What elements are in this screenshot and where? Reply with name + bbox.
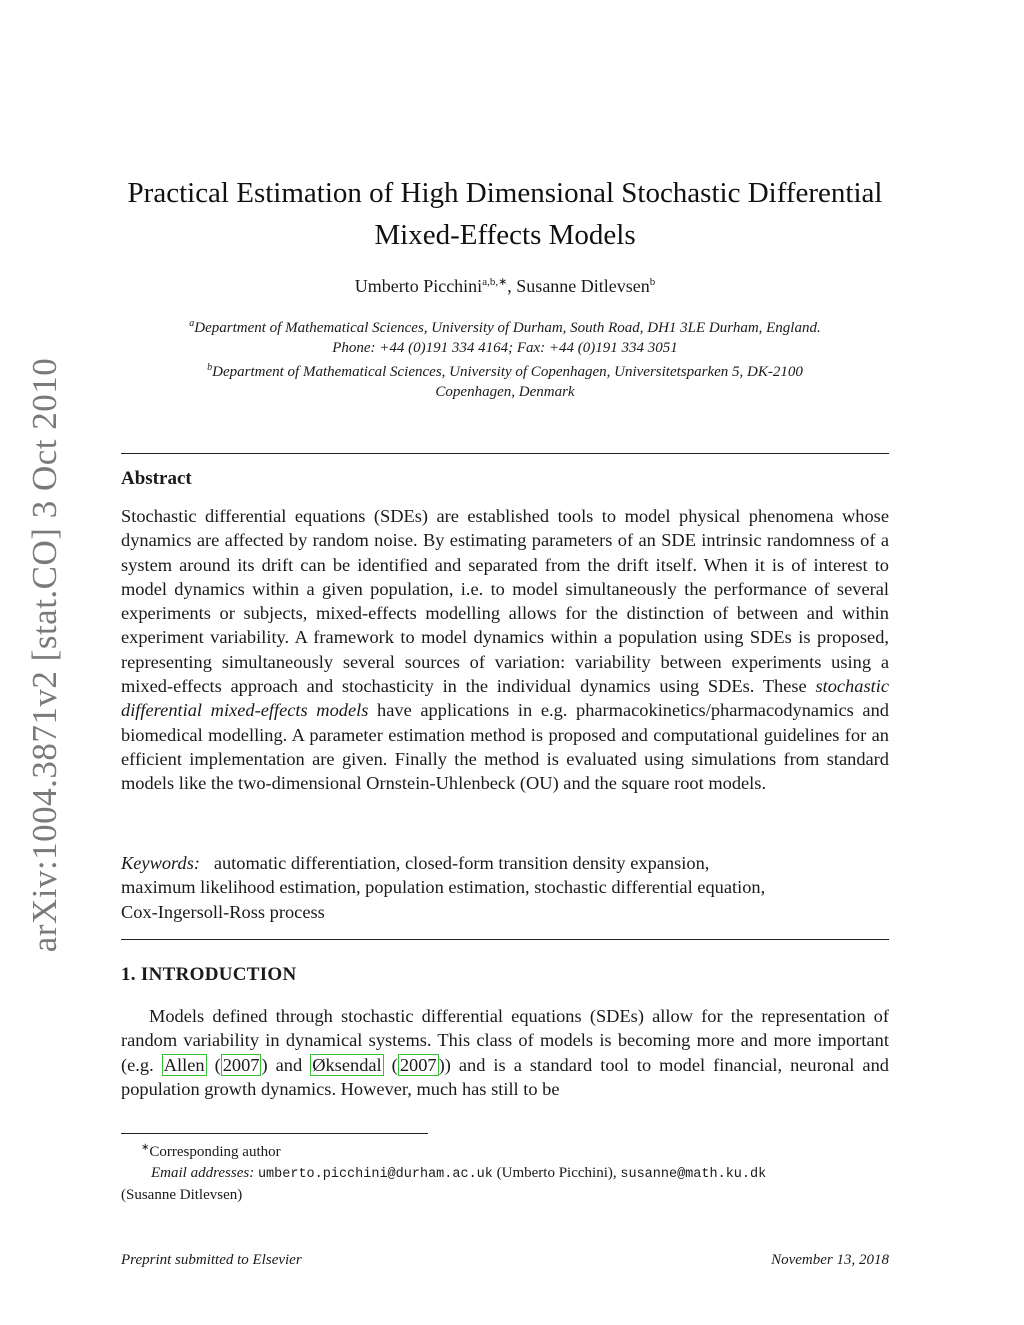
author-2: Susanne Ditlevsen xyxy=(516,276,650,296)
paper-title xyxy=(120,172,890,256)
affiliation-a-line-2: Phone: +44 (0)191 334 4164; Fax: +44 (0)191 334 3051 xyxy=(332,340,678,356)
affiliation-a-mark: a xyxy=(189,318,195,329)
footnote-rule xyxy=(121,1133,428,1134)
author-1-marks: a,b,∗ xyxy=(482,276,508,288)
author-separator: , xyxy=(507,276,517,296)
affiliation-b-line-2: Copenhagen, Denmark xyxy=(435,384,575,400)
arxiv-sidebar xyxy=(20,357,70,953)
author-2-marks: b xyxy=(649,276,656,288)
keywords-line-2: maximum likelihood estimation, population estimation, stochastic differential equation, xyxy=(121,877,766,898)
abstract-text: Stochastic differential equations (SDEs) are established tools to model physical phenomena whose dynamics are affected by random noise. By estimating parameters of an SDE intrinsic randomness of a system around its drift can be identified and separated from the drift itself. When it is of interest to model dynamics within a given population, i.e. to model simultaneously the performance of several experiments or subjects, mixed-effects modelling allows for the distinction of between and within experiment variability. A framework to model dynamics within a population using SDEs is proposed, representing simultaneously several sources of variation: variability between experiments using a mixed-effects approach and stochasticity in the individual dynamics using SDEs. These stochastic differential mixed-effects models have applications in e.g. pharmacokinetics/pharmacodynamics and biomedical modelling. A parameter estimation method is proposed and computational guidelines for an efficient implementation are given. Finally the method is evaluated using simulations from standard models like the two-dimensional Ornstein-Uhlenbeck (OU) and the square root models. xyxy=(121,506,889,794)
email-label: Email addresses: xyxy=(151,1165,255,1181)
footnote-name-2: (Susanne Ditlevsen) xyxy=(121,1187,243,1203)
author-list xyxy=(120,275,890,297)
author-1: Umberto Picchini xyxy=(354,276,483,296)
abstract-emphasis: stochastic differential mixed-effects models xyxy=(121,676,889,721)
affiliation-a-line-1: $^a$Department of Mathematical Sciences, University of Durham, South Road, DH1 3LE Durham, England. xyxy=(189,318,821,336)
footnote-corresponding: ∗Corresponding author xyxy=(141,1142,281,1160)
citation-link-allen-year[interactable]: 2007 xyxy=(222,1054,260,1075)
arxiv-identifier: arXiv:1004.3871v2 [stat.CO] 3 Oct 2010 xyxy=(25,357,65,953)
introduction-text: Models defined through stochastic differential equations (SDEs) allow for the representation of random variability in dynamical systems. This class of models is becoming more and more important (e.g. Allen ( 2007 ) and Øksendal ( 2007 )) and is a standard tool to model financial, neuronal and population growth dynamics. However, much has still to be xyxy=(121,1006,889,1099)
keywords-line-3: Cox-Ingersoll-Ross process xyxy=(121,901,325,922)
keywords-label: Keywords: xyxy=(121,853,201,873)
abstract-bottom-rule xyxy=(121,939,889,940)
title-line-2: Mixed-Effects Models xyxy=(374,219,636,251)
citation-link-oksendal[interactable]: Øksendal xyxy=(312,1054,382,1075)
affiliations xyxy=(120,314,890,402)
abstract-heading: Abstract xyxy=(121,468,192,489)
footnote-emails: Email addresses: umberto.picchini@durham.ac.uk (Umberto Picchini), susanne@math.ku.dk xyxy=(151,1165,767,1182)
footnote xyxy=(121,1137,889,1206)
footer-preprint-note: Preprint submitted to Elsevier xyxy=(121,1252,302,1268)
footer-date: November 13, 2018 xyxy=(771,1252,889,1268)
affiliation-b-line-1: $^b$Department of Mathematical Sciences, University of Copenhagen, Universitetsparken 5, DK-2100 xyxy=(207,362,803,380)
keywords-line-1: automatic differentiation, closed-form transition density expansion, xyxy=(213,853,710,873)
email-link-ditlevsen[interactable]: susanne@math.ku.dk xyxy=(620,1167,767,1182)
citation-link-allen[interactable]: Allen xyxy=(163,1054,205,1075)
citation-link-oksendal-year[interactable]: 2007 xyxy=(399,1054,437,1075)
footnote-mark: ∗ xyxy=(141,1142,150,1153)
title-line-1: Practical Estimation of High Dimensional Stochastic Differential xyxy=(127,177,883,209)
email-link-picchini[interactable]: umberto.picchini@durham.ac.uk xyxy=(257,1167,493,1182)
section-heading-introduction: 1. INTRODUCTION xyxy=(121,964,297,985)
keywords xyxy=(121,851,889,924)
abstract-top-rule xyxy=(121,453,889,454)
affiliation-b-mark: b xyxy=(207,362,213,373)
